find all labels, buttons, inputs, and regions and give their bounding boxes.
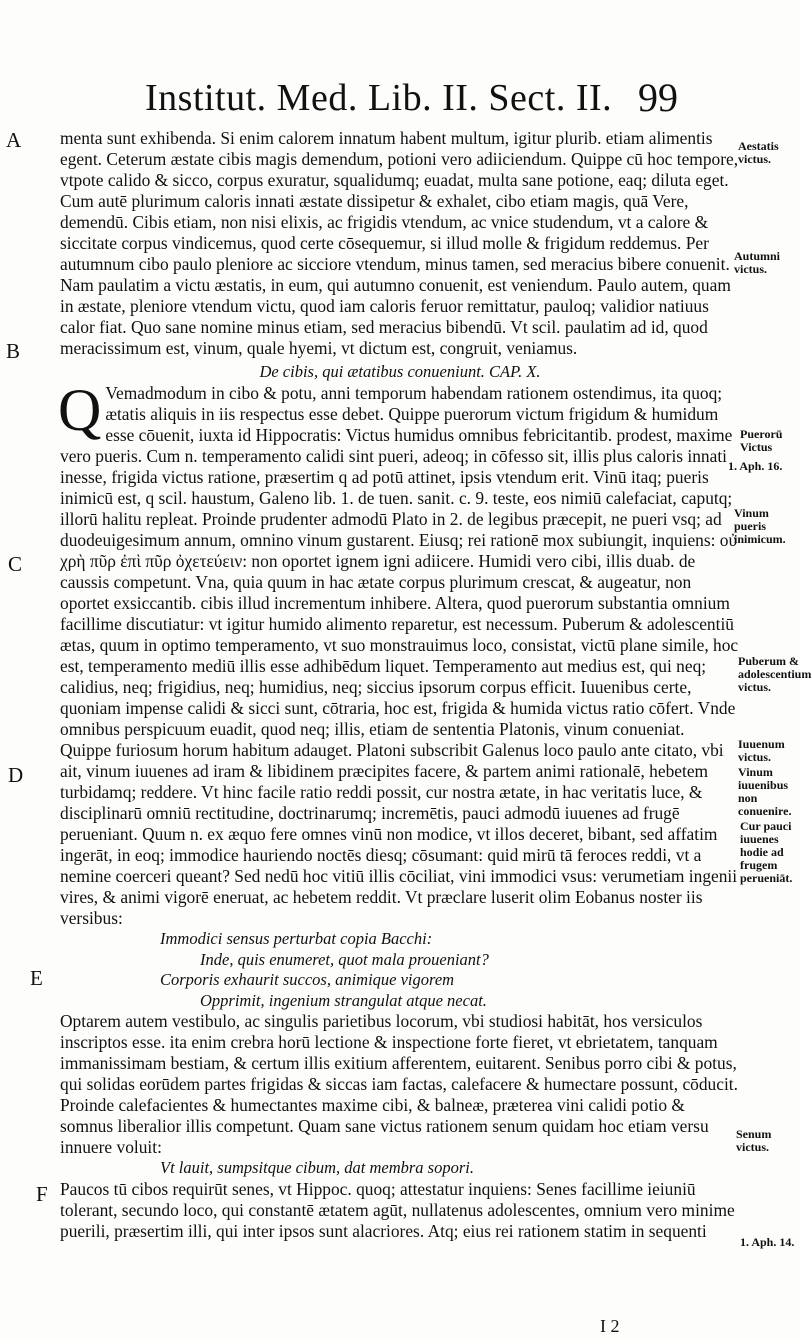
margin-note: Vinum iuuenibus non conuenire. xyxy=(738,765,792,818)
margin-note: Cur pauci iuuenes hodie ad frugem perueniāt. xyxy=(740,819,793,885)
verse-line: Inde, quis enumeret, quot mala proueniant? xyxy=(200,949,489,969)
paragraph: Optarem autem vestibulo, ac singulis parietibus locorum, vbi studiosi habitāt, hos versiculos inscriptos esse. ita enim crebra horū lectione & inspectione forte fieret, vt ebrietatem, tanquam immanissimam bestiam, & certum illis exitium afferentem, euitarent. Senibus porro cibi & potus, qui solidas eorūdem partes frigidas & siccas iam factas, calefacere & humectare possunt, cōducit. Proinde calefacientes & humectantes maxime cibi, & balneæ, præterea vini calidi potio & somnus liberalior illis competunt. Quam sane victus rationem senum quidam hoc etiam versu innuere voluit: xyxy=(60,1011,738,1157)
section-letter-e: E xyxy=(30,966,43,990)
verse-block xyxy=(60,929,740,1011)
margin-note: 1. Aph. 14. xyxy=(740,1235,795,1249)
margin-note: Aestatis victus. xyxy=(738,139,779,166)
verse-line: Vt lauit, sumpsitque cibum, dat membra sopori. xyxy=(160,1158,474,1177)
margin-note: Iuuenum victus. xyxy=(738,737,785,764)
verse-line: Corporis exhaurit succos, animique vigorem xyxy=(160,970,455,989)
paragraph: Paucos tū cibos requirūt senes, vt Hippoc. quoq; attestatur inquiens: Senes facillime ieiuniū tolerant, secundo loco, qui constantē ætatem agūt, nullatenus adolescentes, omnium vero minime puerili, præsertim illi, qui inter ipsos sunt alacriores. Atq; eius rei rationem statim in sequenti xyxy=(60,1178,735,1241)
paragraph: Q Vemadmodum in cibo & potu, anni temporum habendam rationem ostendimus, ita quoq; ætatis aliquis in iis respectus esse debet. Quippe puerorum victum frigidum & humidum esse cōuenit, iuxta id Hippocratis: Victus humidus omnibus febricitantib. prodest, maxime vero pueris. Cum n. temperamento calidi sint pueri, adeoq; in cōfesso sit, illis plus caloris innati inesse, frigida victus ratione, præsertim q ad potū attinet, ipsis vtendum erit. Vinū itaq; pueris inimicū est, q scil. haustum, Galeno lib. 1. de tuen. sanit. c. 9. teste, eos nimiū calefaciat, caputq; illorū halitu repleat. Proinde prudenter admodū Plato in 2. de legibus præcepit, ne pueri vsq; ad duodeuigesimum annum, omnino vinum gustarent. Eiusq; rei rationē mox subiungit, inquiens: οὐ χρὴ πῦρ ἐπὶ πῦρ ὀχετεύειν: non oportet ignem igni adiicere. Humidi vero cibi, illis duab. de caussis competunt. Vna, quia quum in hac ætate corpus plurimum crescat, & augeatur, non oportet exsiccantib. cibis illud incrementum inhibere. Altera, quod puerorum substantia omnium facillime discutiatur: vt igitur humido alimento reparetur, est necessum. Puberum & adolescentiū ætas, quum in optimo temperamento, vt suo monstrauimus loco, consistat, victū plane simile, hoc est, temperamento mediū illis esse adhibēdum liquet. Temperamento aut medius est, qui neq; calidius, neq; frigidius, neq; humidius, neq; siccius ipsorum corpus efficit. Iuuenibus certe, quoniam impense calidi & sicci sunt, cōtraria, hoc est, frigida & humida victus ratio cōfert. Vnde omnibus perspicuum euadit, quod neq; illis, etiam de sententia Platonis, vinum conueniat. Quippe furiosum horum habitum adauget. Platoni subscribit Galenus loco paulo ante citato, vbi ait, vinum iuuenes ad iram & libidinem præcipites facere, & partem animi rationalē, hebetem turbidamq; reddere. Vt hinc facile ratio reddi possit, cur nostra ætate, in hac veritatis luce, & disciplinarū omniū rectitudine, doctrinarumq; incremētis, pauci admodū iuuenes ad frugē perueniant. Quum n. ex æquo fere omnes vinū non modice, vt illos deceret, bibant, sed affatim ingerāt, in eoq; immodice hauriendo noctēs diesq; cōsumant: quid mirū tā feroces reddi, vt a nemine coerceri queant? Sed nedū hoc vitiū illis cōciliat, vini immodici vsus: verumetiam ingenii vires, & animi vigorē eneruat, ac hebetem reddit. Vt præclare luserit olim Eobanus noster iis versibus: xyxy=(58,377,739,928)
margin-note: Senum victus. xyxy=(736,1127,772,1154)
margin-note: Puerorū Victus xyxy=(740,427,783,454)
verse-line: Immodici sensus perturbat copia Bacchi: xyxy=(160,929,433,948)
chapter-heading: De cibis, qui ætatibus conueniunt. CAP. X. xyxy=(259,362,541,381)
section-letter-f: F xyxy=(36,1182,48,1206)
paragraph: menta sunt exhibenda. Si enim calorem innatum habent multum, igitur plurib. etiam alimentis egent. Ceterum æstate cibis magis demendum, potioni vero adiiciendum. Quippe cū hoc tempore, vtpote calido & sicco, corpus exuratur, squalidumq; euadat, multa sane potione, eaq; diluta eget. Cum autē plurimum caloris innati æstate dissipetur & exhalet, cibo etiam magis, quā Vere, demendū. Cibis etiam, non nisi elixis, ac frigidis vtendum, ac vnice studendum, vt a calore & siccitate corpus vindicemus, quod certe cōsequemur, si illud molle & frigidum reddemus. Per autumnum cibo paulo pleniore ac sicciore vtendum, minus tamen, sed meracius bibere conuenit. Nam paulatim a victu æstatis, in eum, qui autumno conuenit, est veniendum. Paulo autem, quam in æstate, pleniore vtendum victu, quod iam caloris feruor remittatur, pauloq; validior natiuus calor fiat. Quo sane nomine minus etiam, sed meracius bibendū. Vt scil. paulatim ad id, quod meracissimum est, vinum, quale hyemi, vt dictum est, congruit, veniamus. xyxy=(60,128,739,358)
section-letter-c: C xyxy=(8,552,23,576)
verse-line: Opprimit, ingenium strangulat atque necat. xyxy=(200,990,487,1010)
section-letter-b: B xyxy=(6,339,21,363)
verse-block xyxy=(60,1158,740,1179)
signature-mark: I 2 xyxy=(600,1316,620,1336)
main-text xyxy=(60,128,740,1242)
margin-note: Puberum & adolescentium victus. xyxy=(738,654,811,694)
margin-note: 1. Aph. 16. xyxy=(728,459,783,473)
margin-note: Autumni victus. xyxy=(734,249,781,276)
section-letter-d: D xyxy=(8,763,24,787)
drop-cap: Q xyxy=(58,377,102,443)
margin-note: Vinum pueris inimicum. xyxy=(734,506,786,546)
page-header xyxy=(140,74,700,124)
section-letter-a: A xyxy=(6,128,22,152)
running-title: Institut. Med. Lib. II. Sect. II. xyxy=(145,77,613,119)
page-number: 99 xyxy=(638,75,678,120)
